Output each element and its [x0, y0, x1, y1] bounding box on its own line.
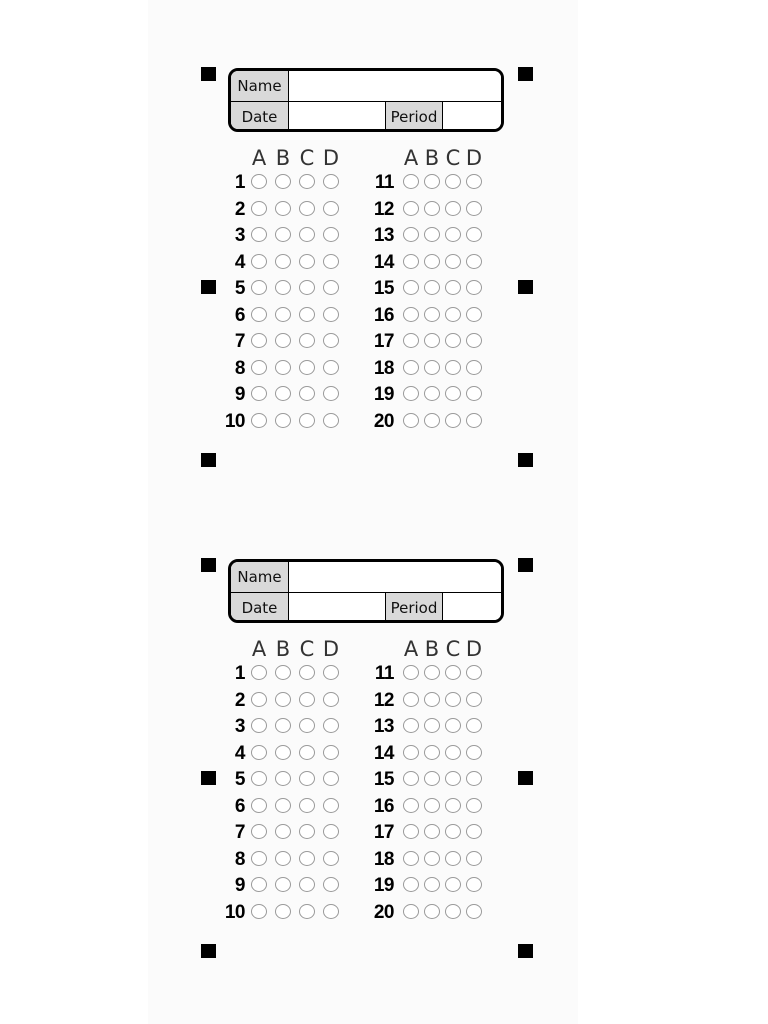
answer-bubble[interactable] [466, 665, 482, 680]
registration-mark [518, 558, 533, 572]
choice-letter: B [275, 637, 291, 661]
answer-bubble[interactable] [445, 386, 461, 401]
answer-bubble[interactable] [424, 386, 440, 401]
question-row [0, 199, 768, 221]
question-number: 11 [374, 663, 394, 684]
question-number: 6 [234, 795, 245, 817]
registration-mark [518, 67, 533, 81]
period-field[interactable] [443, 102, 501, 132]
answer-bubble[interactable] [424, 333, 440, 348]
answer-bubble[interactable] [466, 386, 482, 401]
question-row [0, 278, 768, 300]
answer-bubble[interactable] [466, 227, 482, 242]
choice-letter: D [465, 146, 483, 170]
date-period-row [231, 593, 501, 623]
answer-bubble[interactable] [403, 227, 419, 242]
answer-bubble[interactable] [445, 254, 461, 269]
answer-bubble[interactable] [403, 360, 419, 375]
choice-letter: A [251, 637, 267, 661]
question-number: 13 [373, 225, 394, 247]
question-number: 19 [373, 875, 394, 897]
question-number: 2 [234, 198, 245, 220]
choice-letter: A [251, 146, 267, 170]
answer-bubble[interactable] [445, 413, 461, 428]
question-number: 19 [373, 384, 394, 406]
answer-bubble[interactable] [424, 824, 440, 839]
answer-bubble[interactable] [466, 877, 482, 892]
question-number: 10 [224, 901, 245, 923]
question-number: 9 [234, 875, 245, 897]
question-row [0, 305, 768, 327]
answer-bubble[interactable] [424, 360, 440, 375]
question-row [0, 690, 768, 712]
registration-mark [518, 944, 533, 958]
answer-sheet [0, 0, 768, 432]
answer-bubble[interactable] [424, 174, 440, 189]
answer-bubble[interactable] [424, 280, 440, 295]
answer-bubble[interactable] [445, 771, 461, 786]
name-row [231, 562, 501, 593]
choice-letter: C [445, 637, 461, 661]
question-number: 9 [234, 384, 245, 406]
question-row [0, 252, 768, 274]
student-info-box [228, 68, 504, 132]
question-row [0, 743, 768, 765]
answer-bubble[interactable] [445, 174, 461, 189]
answer-bubble[interactable] [403, 386, 419, 401]
answer-bubble[interactable] [445, 877, 461, 892]
answer-bubble[interactable] [403, 904, 419, 919]
answer-bubble[interactable] [466, 174, 482, 189]
question-number: 14 [373, 251, 394, 273]
answer-bubble[interactable] [403, 771, 419, 786]
student-info-box [228, 559, 504, 623]
answer-bubble[interactable] [403, 798, 419, 813]
question-row [0, 716, 768, 738]
question-row [0, 849, 768, 871]
answer-bubble[interactable] [445, 360, 461, 375]
question-number: 10 [224, 410, 245, 432]
answer-bubble[interactable] [424, 877, 440, 892]
question-row [0, 225, 768, 247]
answer-bubble[interactable] [445, 201, 461, 216]
choice-letter: D [322, 637, 340, 661]
answer-bubble[interactable] [403, 280, 419, 295]
question-row [0, 358, 768, 380]
answer-bubble[interactable] [403, 718, 419, 733]
registration-mark [201, 558, 216, 572]
choice-letter: C [299, 637, 315, 661]
answer-bubble[interactable] [466, 798, 482, 813]
answer-bubble[interactable] [403, 333, 419, 348]
answer-bubble[interactable] [424, 771, 440, 786]
question-number: 16 [373, 304, 394, 326]
question-number: 5 [234, 769, 245, 791]
choice-letters-header [251, 146, 347, 170]
question-number: 13 [373, 716, 394, 738]
choice-letter: D [465, 637, 483, 661]
choice-letter: C [299, 146, 315, 170]
answer-bubble[interactable] [466, 201, 482, 216]
question-row [0, 331, 768, 353]
question-number: 20 [373, 901, 394, 923]
question-number: 18 [373, 848, 394, 870]
question-number: 8 [234, 848, 245, 870]
answer-bubble[interactable] [445, 280, 461, 295]
question-row [0, 172, 768, 194]
answer-bubble[interactable] [403, 824, 419, 839]
answer-bubble[interactable] [466, 851, 482, 866]
answer-bubble[interactable] [466, 280, 482, 295]
answer-bubble[interactable] [466, 333, 482, 348]
answer-bubble[interactable] [424, 227, 440, 242]
name-label: Name [231, 71, 289, 101]
answer-bubble[interactable] [445, 904, 461, 919]
question-number: 2 [234, 689, 245, 711]
answer-bubble[interactable] [445, 307, 461, 322]
question-row [0, 902, 768, 924]
answer-bubble[interactable] [403, 692, 419, 707]
answer-bubble[interactable] [466, 692, 482, 707]
question-number: 12 [373, 198, 394, 220]
choice-letter: B [424, 637, 440, 661]
answer-bubble[interactable] [445, 824, 461, 839]
choice-letters-header [403, 637, 487, 661]
answer-bubble[interactable] [445, 851, 461, 866]
question-number: 3 [234, 716, 245, 738]
question-number: 14 [373, 742, 394, 764]
question-number: 18 [373, 357, 394, 379]
answer-bubble[interactable] [403, 254, 419, 269]
question-number: 3 [234, 225, 245, 247]
answer-bubble[interactable] [403, 745, 419, 760]
answer-bubble[interactable] [424, 851, 440, 866]
answer-bubble[interactable] [466, 745, 482, 760]
answer-bubble[interactable] [445, 798, 461, 813]
answer-bubble[interactable] [466, 307, 482, 322]
answer-bubble[interactable] [445, 333, 461, 348]
answer-bubble[interactable] [403, 174, 419, 189]
question-row [0, 663, 768, 685]
choice-letter: B [275, 146, 291, 170]
answer-bubble[interactable] [445, 745, 461, 760]
question-number: 1 [234, 172, 245, 193]
period-label: Period [385, 102, 443, 132]
question-number: 20 [373, 410, 394, 432]
choice-letter: D [322, 146, 340, 170]
question-row [0, 411, 768, 433]
question-number: 7 [234, 822, 245, 844]
question-number: 6 [234, 304, 245, 326]
question-number: 17 [373, 822, 394, 844]
name-field[interactable] [289, 71, 501, 101]
question-number: 16 [373, 795, 394, 817]
choice-letter: B [424, 146, 440, 170]
answer-bubble[interactable] [445, 692, 461, 707]
question-row [0, 875, 768, 897]
answer-bubble[interactable] [424, 904, 440, 919]
date-period-row [231, 102, 501, 132]
answer-bubble[interactable] [466, 254, 482, 269]
question-row [0, 822, 768, 844]
answer-bubble[interactable] [403, 201, 419, 216]
choice-letter: A [403, 637, 419, 661]
question-number: 11 [374, 172, 394, 193]
answer-bubble[interactable] [445, 227, 461, 242]
name-field[interactable] [289, 562, 501, 592]
choice-letters-header [403, 146, 487, 170]
answer-bubble[interactable] [445, 718, 461, 733]
answer-bubble[interactable] [466, 771, 482, 786]
question-number: 8 [234, 357, 245, 379]
period-label: Period [385, 593, 443, 623]
choice-letter: A [403, 146, 419, 170]
choice-letters-header [251, 637, 347, 661]
registration-mark [201, 453, 216, 467]
question-row [0, 769, 768, 791]
answer-bubble[interactable] [466, 824, 482, 839]
date-field[interactable] [289, 593, 385, 623]
question-number: 1 [234, 663, 245, 684]
question-number: 4 [234, 742, 245, 764]
choice-letter: C [445, 146, 461, 170]
question-number: 4 [234, 251, 245, 273]
answer-bubble[interactable] [424, 201, 440, 216]
question-row [0, 796, 768, 818]
date-field[interactable] [289, 102, 385, 132]
answer-bubble[interactable] [445, 665, 461, 680]
question-number: 15 [373, 278, 394, 300]
question-number: 17 [373, 331, 394, 353]
answer-bubble[interactable] [424, 254, 440, 269]
answer-sheet [0, 491, 768, 923]
question-row [0, 384, 768, 406]
name-label: Name [231, 562, 289, 592]
registration-mark [518, 453, 533, 467]
registration-mark [201, 944, 216, 958]
answer-bubble[interactable] [424, 745, 440, 760]
question-number: 5 [234, 278, 245, 300]
answer-bubble[interactable] [424, 718, 440, 733]
answer-bubble[interactable] [403, 851, 419, 866]
registration-mark [201, 67, 216, 81]
period-field[interactable] [443, 593, 501, 623]
date-label: Date [231, 593, 289, 623]
answer-bubble[interactable] [403, 413, 419, 428]
answer-bubble[interactable] [424, 798, 440, 813]
question-number: 7 [234, 331, 245, 353]
answer-bubble[interactable] [403, 877, 419, 892]
answer-bubble[interactable] [466, 360, 482, 375]
answer-bubble[interactable] [424, 665, 440, 680]
answer-bubble[interactable] [424, 307, 440, 322]
answer-bubble[interactable] [466, 413, 482, 428]
answer-bubble[interactable] [424, 413, 440, 428]
answer-bubble[interactable] [403, 665, 419, 680]
answer-bubble[interactable] [466, 718, 482, 733]
answer-bubble[interactable] [424, 692, 440, 707]
answer-bubble[interactable] [403, 307, 419, 322]
question-number: 15 [373, 769, 394, 791]
question-number: 12 [373, 689, 394, 711]
name-row [231, 71, 501, 102]
answer-bubble[interactable] [466, 904, 482, 919]
date-label: Date [231, 102, 289, 132]
